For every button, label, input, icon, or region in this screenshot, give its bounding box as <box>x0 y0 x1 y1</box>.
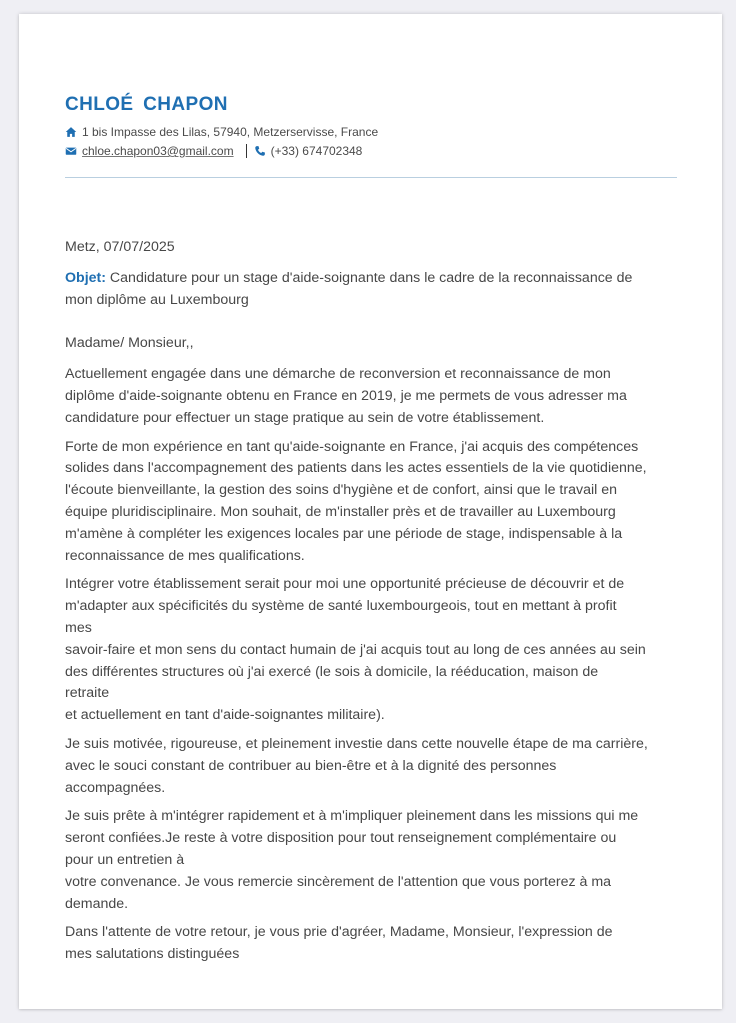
paragraph-motivation <box>65 734 695 799</box>
paragraph-integration <box>65 574 695 727</box>
text-line: seront confiées.Je reste à votre disposition pour tout renseignement complémentaire ou <box>65 830 617 847</box>
text-line: mes salutations distinguées <box>65 946 240 963</box>
text-line: m'amène à compléter les exigences locales par une période de stage, indispensable à la <box>65 525 623 542</box>
salutation: Madame/ Monsieur,, <box>65 335 194 352</box>
subject-label: Objet: <box>65 269 106 286</box>
text-line: mes <box>65 619 92 636</box>
text-line: solides dans l'accompagnement des patients dans les actes essentiels de la vie quotidienne, <box>65 460 647 477</box>
header-divider <box>65 177 677 178</box>
sender-phone: (+33) 674702348 <box>270 144 363 158</box>
text-line: l'écoute bienveillante, la gestion des soins d'hygiène et de confort, ainsi que le travail en <box>65 482 617 499</box>
text-line: reconnaissance de mes qualifications. <box>65 547 305 564</box>
letter-header <box>65 94 677 159</box>
paragraph-availability <box>65 806 695 915</box>
text-line: avec le souci constant de contribuer au bien-être et à la dignité des personnes <box>65 757 557 774</box>
text-line: diplôme d'aide-soignante obtenu en France en 2019, je me permets de vous adresser ma <box>65 387 627 404</box>
text-line: Forte de mon expérience en tant qu'aide-soignante en France, j'ai acquis des compétences <box>65 438 639 455</box>
text-line: Je suis prête à m'intégrer rapidement et à m'impliquer pleinement dans les missions qui me <box>65 808 639 825</box>
text-line: et actuellement en tant d'aide-soignantes militaire). <box>65 707 385 724</box>
text-line: retraite <box>65 685 110 702</box>
text-line: Intégrer votre établissement serait pour moi une opportunité précieuse de découvrir et de <box>65 576 625 593</box>
letter-page <box>19 14 722 1009</box>
subject-line: Candidature pour un stage d'aide-soignante dans le cadre de la reconnaissance de <box>105 269 633 286</box>
letter-date: Metz, 07/07/2025 <box>65 239 175 255</box>
text-line: pour un entretien à <box>65 851 185 868</box>
phone-icon <box>254 145 266 157</box>
text-line: Dans l'attente de votre retour, je vous prie d'agréer, Madame, Monsieur, l'expression de <box>65 924 613 941</box>
letter-subject <box>65 268 695 312</box>
contact-separator <box>246 144 247 158</box>
sender-name: CHLOÉ CHAPON <box>65 94 228 115</box>
email-link[interactable]: chloe.chapon03@gmail.com <box>82 144 234 158</box>
subject-line: mon diplôme au Luxembourg <box>65 291 249 308</box>
address-line <box>65 124 677 140</box>
paragraph-closing <box>65 922 695 966</box>
text-line: accompagnées. <box>65 779 166 796</box>
contact-line <box>65 143 677 159</box>
text-line: Je suis motivée, rigoureuse, et pleinement investie dans cette nouvelle étape de ma carrière, <box>65 735 648 752</box>
text-line: demande. <box>65 895 129 912</box>
text-line: votre convenance. Je vous remercie sincèrement de l'attention que vous porterez à ma <box>65 873 612 890</box>
sender-address: 1 bis Impasse des Lilas, 57940, Metzerservisse, France <box>82 125 379 139</box>
paragraph-experience <box>65 437 695 568</box>
text-line: des différentes structures où j'ai exercé (le sois à domicile, la rééducation, maison de <box>65 663 599 680</box>
text-line: Actuellement engagée dans une démarche de reconversion et reconnaissance de mon <box>65 366 611 383</box>
envelope-icon <box>65 145 77 157</box>
paragraph-intro <box>65 364 695 429</box>
text-line: m'adapter aux spécificités du système de santé luxembourgeois, tout en mettant à profit <box>65 598 617 615</box>
letter-body <box>65 237 695 973</box>
text-line: savoir-faire et mon sens du contact humain de j'ai acquis tout au long de ces années au sein <box>65 641 646 658</box>
text-line: candidature pour effectuer un stage pratique au sein de votre établissement. <box>65 409 545 426</box>
text-line: équipe pluridisciplinaire. Mon souhait, de m'installer près et de travailler au Luxembourg <box>65 503 616 520</box>
home-icon <box>65 126 77 138</box>
